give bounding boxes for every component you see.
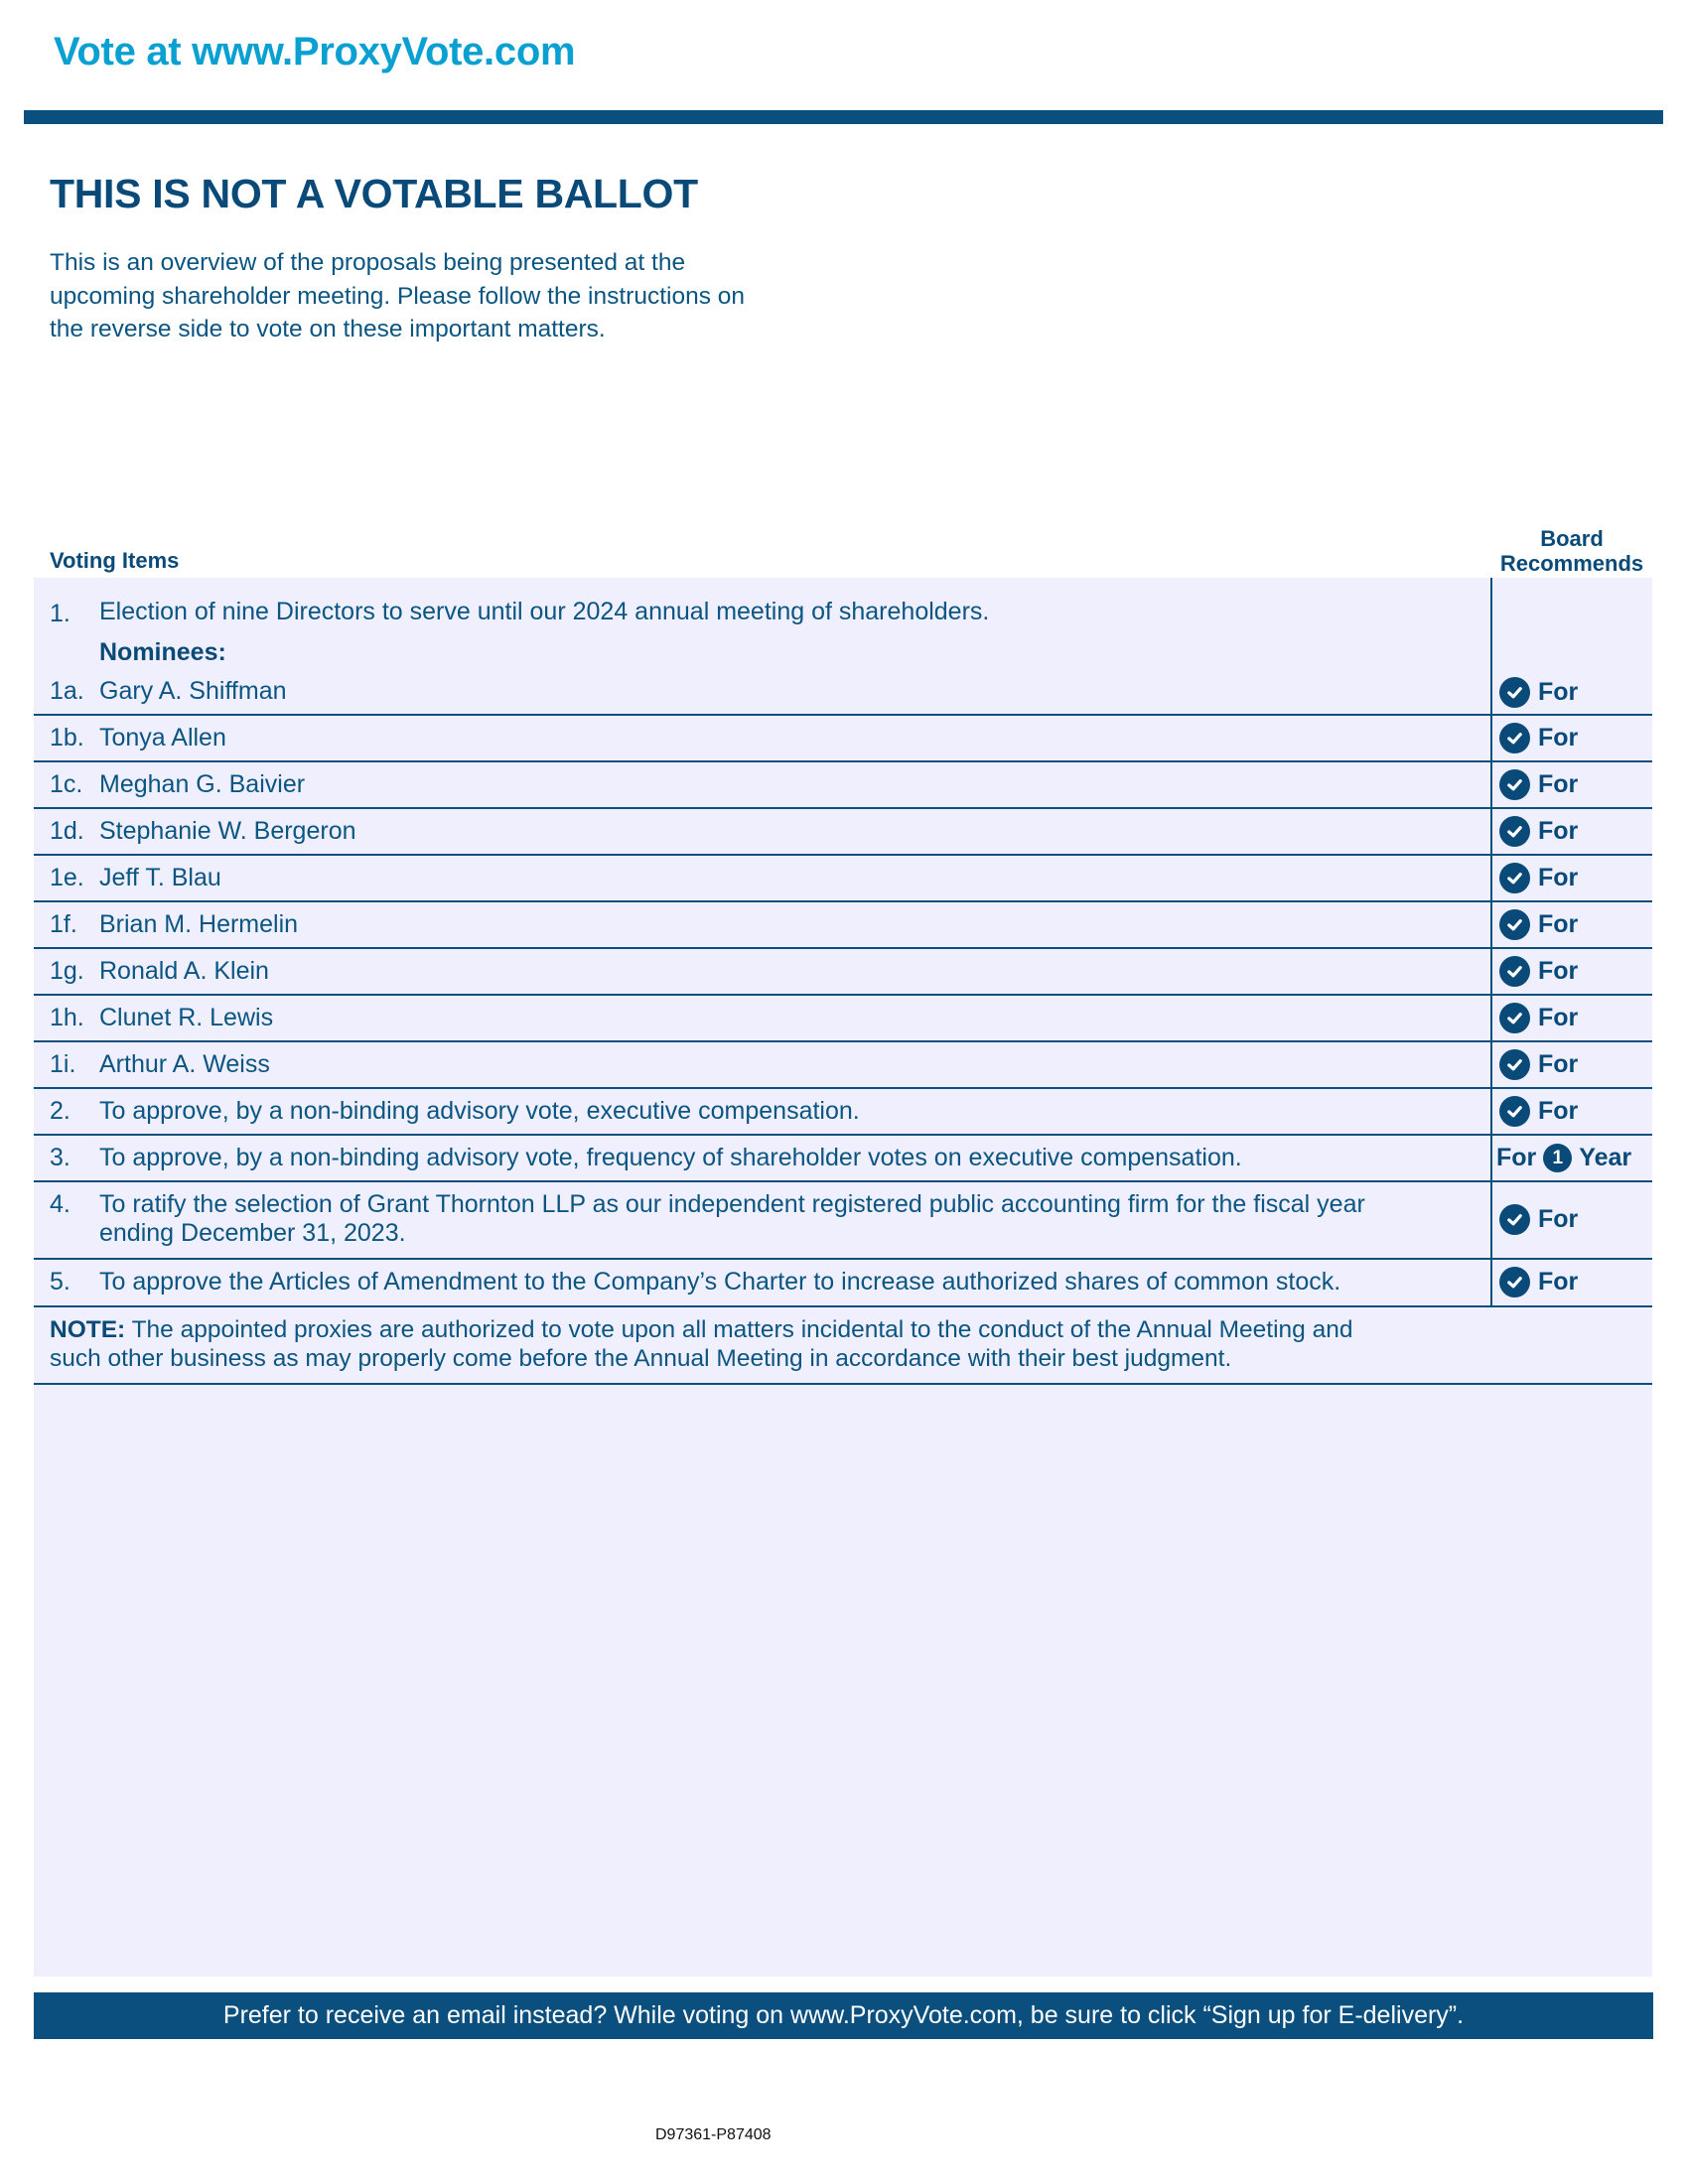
item-number: 5. [50,1268,70,1296]
board-recommendation [1499,723,1578,753]
item-number: 1b. [50,724,84,751]
item-number: 1e. [50,864,84,891]
board-recommendation [1499,1003,1578,1033]
nominee-name: Stephanie W. Bergeron [99,817,356,845]
nominee-name: Brian M. Hermelin [99,910,299,938]
checkmark-circle-icon [1499,1096,1530,1127]
checkmark-circle-icon [1499,677,1530,708]
intro-paragraph [50,246,864,346]
nominee-name: Ronald A. Klein [99,957,269,985]
item-number: 1c. [50,770,83,798]
table-row-item-1 [34,578,1652,716]
nominee-name: Tonya Allen [99,724,226,751]
board-recommendation [1499,1096,1578,1127]
checkmark-circle-icon [1499,909,1530,940]
recommendation-label: For [1538,1004,1579,1031]
table-row-nominee [34,716,1652,762]
item-number: 2. [50,1097,70,1125]
item-number: 1i. [50,1050,76,1078]
nominee-name: Clunet R. Lewis [99,1004,274,1031]
checkmark-circle-icon [1499,723,1530,753]
column-header-board-recommends [1492,526,1651,576]
table-row-proposal-3 [34,1136,1652,1182]
nominee-name: Meghan G. Baivier [99,770,306,798]
table-row-note [34,1307,1652,1385]
board-recommendation [1499,677,1578,708]
board-recommendation [1499,816,1578,847]
note-line1: The appointed proxies are authorized to vote upon all matters incidental to the conduct of the Annual Meeting and [125,1316,1353,1343]
board-recommendation [1499,769,1578,800]
intro-line: This is an overview of the proposals being presented at the [50,249,686,276]
proposal-text-line1: To ratify the selection of Grant Thornton LLP as our independent registered public accounting firm for the fiscal year [99,1190,1365,1218]
checkmark-circle-icon [1499,1049,1530,1080]
table-row-nominee [34,762,1652,809]
document-code: D97361-P87408 [655,2126,772,2143]
proposal-text-line2: ending December 31, 2023. [99,1219,406,1247]
table-row-nominee [34,856,1652,902]
recommendation-label: For [1538,864,1579,891]
item-number: 3. [50,1144,70,1171]
page-title: THIS IS NOT A VOTABLE BALLOT [50,171,698,216]
table-row-nominee [34,996,1652,1042]
checkmark-circle-icon [1499,1267,1530,1297]
nominees-label: Nominees: [99,638,226,666]
proposal-text: To approve, by a non-binding advisory vote, frequency of shareholder votes on executive compensation. [99,1144,1242,1171]
header-divider-bar [24,110,1663,124]
vote-at-proxyvote-heading: Vote at www.ProxyVote.com [54,30,576,73]
table-row-nominee [34,1042,1652,1089]
recommendation-suffix: Year [1579,1144,1632,1171]
item-number: 1d. [50,817,84,845]
recommendation-prefix: For [1496,1144,1537,1171]
intro-line: upcoming shareholder meeting. Please follow the instructions on [50,282,746,310]
edelivery-banner: Prefer to receive an email instead? While voting on www.ProxyVote.com, be sure to click “Sign up for E-delivery”. [34,1992,1653,2039]
table-row-nominee [34,809,1652,856]
checkmark-circle-icon [1499,1003,1530,1033]
board-recommendation [1499,1204,1578,1235]
checkmark-circle-icon [1499,956,1530,987]
nominee-name: Jeff T. Blau [99,864,221,891]
checkmark-circle-icon [1499,1204,1530,1235]
item-number: 4. [50,1190,70,1218]
proposal-text: To approve the Articles of Amendment to the Company’s Charter to increase authorized shares of common stock. [99,1268,1341,1296]
board-recommendation [1499,1049,1578,1080]
board-recommendation [1499,863,1578,893]
board-recommendation [1499,909,1578,940]
board-recommendation [1496,1144,1631,1172]
item-number: 1f. [50,910,77,938]
column-header-voting-items: Voting Items [50,548,180,573]
board-label: Board [1540,526,1604,551]
board-recommendation [1499,956,1578,987]
recommendation-label: For [1538,770,1579,798]
recommendation-label: For [1538,678,1579,706]
one-year-badge-icon: 1 [1543,1144,1572,1172]
note-line2: such other business as may properly come before the Annual Meeting in accordance with their best judgment. [50,1345,1232,1372]
item-number: 1a. [50,677,84,705]
table-row-proposal-4 [34,1182,1652,1260]
checkmark-circle-icon [1499,769,1530,800]
nominee-name: Gary A. Shiffman [99,677,287,705]
item-number: 1g. [50,957,84,985]
proposal-text: To approve, by a non-binding advisory vote, executive compensation. [99,1097,860,1125]
table-row-nominee [34,902,1652,949]
recommendation-label: For [1538,1268,1579,1296]
checkmark-circle-icon [1499,863,1530,893]
checkmark-circle-icon [1499,816,1530,847]
note-label: NOTE: [50,1316,126,1343]
recommendation-label: For [1538,957,1579,985]
item-number: 1. [50,600,70,627]
note-text [50,1315,1499,1373]
item-number: 1h. [50,1004,84,1031]
nominee-name: Arthur A. Weiss [99,1050,270,1078]
recommends-label: Recommends [1499,551,1644,576]
recommendation-label: For [1538,1050,1579,1078]
table-row-proposal-5 [34,1260,1652,1307]
intro-line: the reverse side to vote on these important matters. [50,316,606,342]
table-row-proposal-2 [34,1089,1652,1136]
item-text: Election of nine Directors to serve until our 2024 annual meeting of shareholders. [99,598,990,625]
recommendation-label: For [1538,1205,1579,1233]
recommendation-label: For [1538,817,1579,845]
board-recommendation [1499,1267,1578,1297]
recommendation-label: For [1538,724,1579,751]
recommendation-label: For [1538,1097,1579,1125]
table-row-nominee [34,949,1652,996]
recommendation-label: For [1538,910,1579,938]
